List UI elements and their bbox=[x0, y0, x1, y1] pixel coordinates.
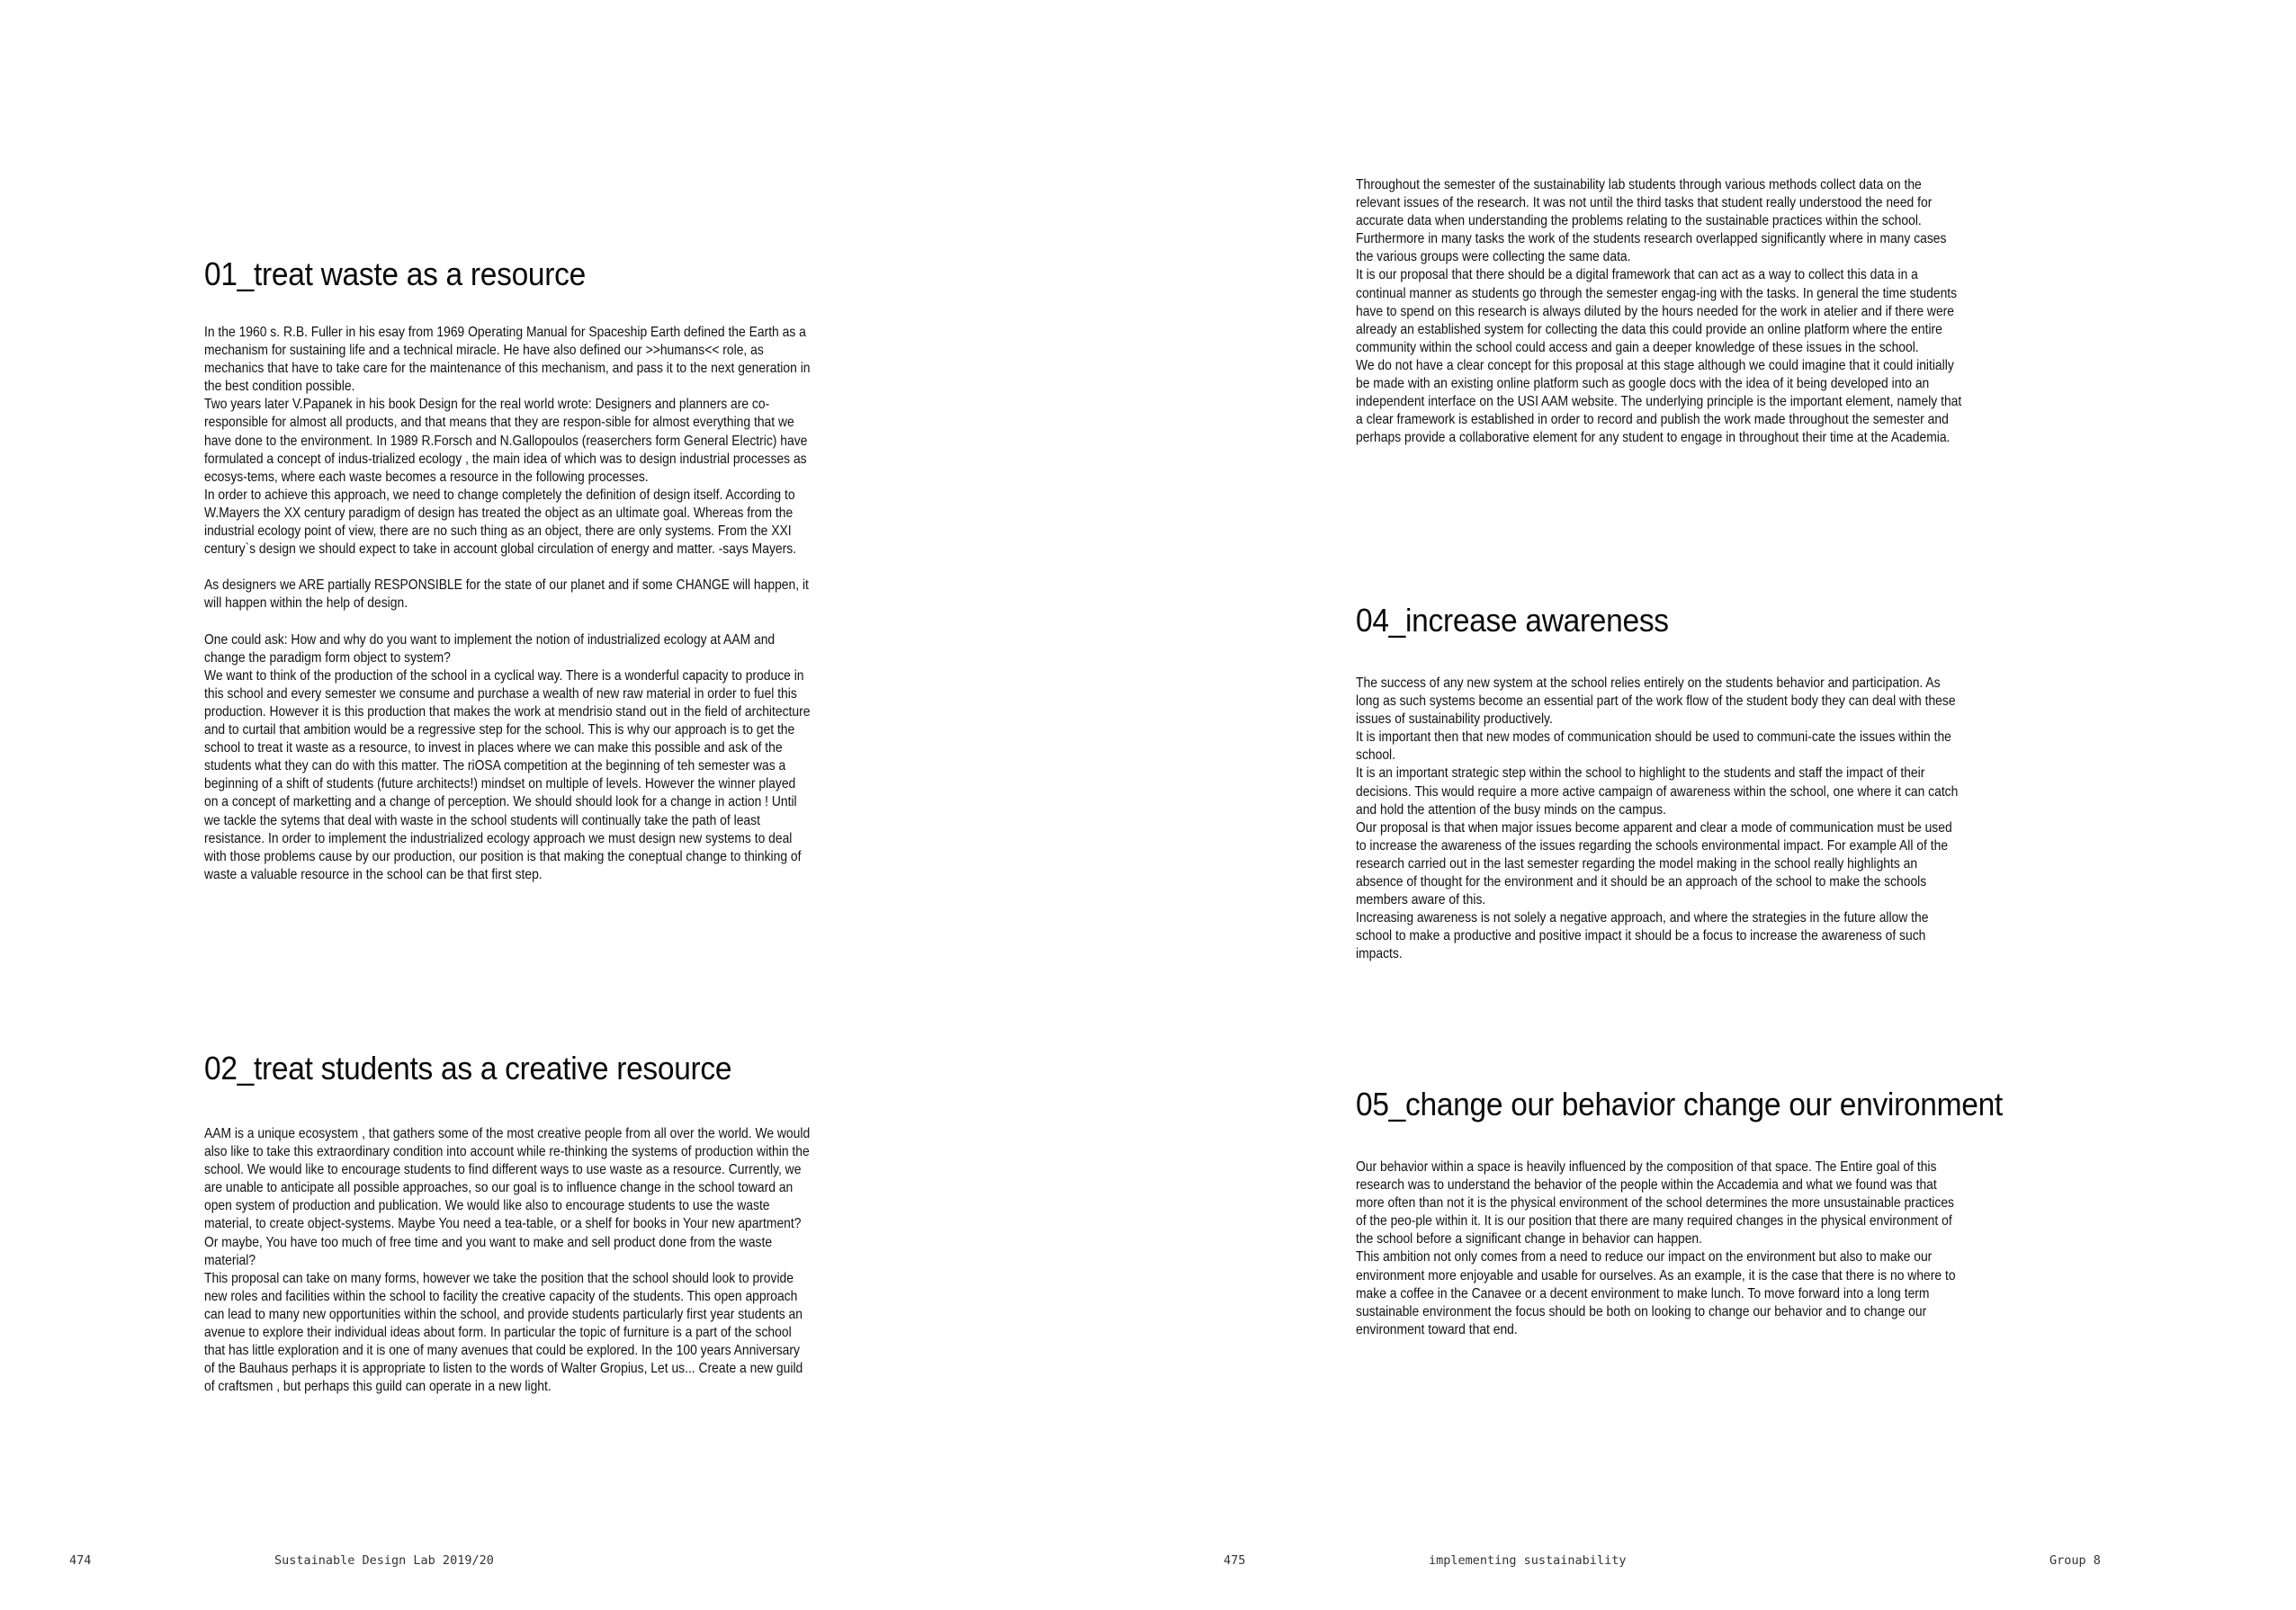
right-page bbox=[1148, 0, 2296, 1610]
page-number: 475 bbox=[1224, 1553, 1246, 1568]
paragraph: In order to achieve this approach, we need to change completely the definition of design itself. According to W.Mayers the XX century paradigm of design has treated the object as an ultimate goal. Whereas from the industrial ecology point of view, there are no such thing as an object, there are only systems. From the XXI century`s design we should expect to take in account global circulation of energy and matter. -says Mayers. bbox=[204, 487, 797, 558]
running-title: implementing sustainability bbox=[1429, 1553, 1627, 1568]
paragraph: As designers we ARE partially RESPONSIBLE for the state of our planet and if some CHANGE will happen, it will happen within the help of design. bbox=[204, 577, 809, 612]
paragraph: One could ask: How and why do you want to implement the notion of industrialized ecology at AAM and change the paradigm form object to system? bbox=[204, 631, 776, 666]
running-title: Sustainable Design Lab 2019/20 bbox=[274, 1553, 494, 1568]
section-body-02 bbox=[204, 1125, 812, 1396]
paragraph: Two years later V.Papanek in his book Design for the real world wrote: Designers and planners are co-responsible for almost all products, and that means that they are respon-sible for almost everything that we have done to the environment. In 1989 R.Forsch and N.Gallopoulos (reaserchers form General Electric) have formulated a concept of indus-trialized ecology , the main idea of which was to design industrial processes as ecosys-tems, where each waste becomes a resource in the following processes. bbox=[204, 397, 808, 485]
paragraph: This proposal can take on many forms, however we take the position that the school should look to provide new roles and facilities within the school to facility the creative capacity of the students. This open approach can lead to many new opportunities within the school, and provide students particularly first year students an avenue to explore their individual ideas about form. In particular the topic of furniture is a part of the school that has little exploration and it is one of many avenues that could be explored. In the 100 years Anniversary of the Bauhaus perhaps it is appropriate to listen to the words of Walter Gropius, Let us... Create a new guild of craftsmen , but perhaps this guild can operate in a new light. bbox=[204, 1270, 803, 1395]
paragraph: It is an important strategic step within the school to highlight to the students and staff the impact of their decisions. This would require a more active campaign of awareness within the school, one where it can catch and hold the attention of the busy minds on the campus. bbox=[1356, 765, 1959, 818]
section-body-01 bbox=[204, 324, 812, 884]
paragraph: In the 1960 s. R.B. Fuller in his esay from 1969 Operating Manual for Spaceship Earth defined the Earth as a mechanism for sustaining life and a technical miracle. He have also defined our >>humans<< role, as mechanics that have to take care for the maintenance of this mechanism, and pass it to the next generation in the best condition possible. bbox=[204, 325, 811, 395]
paragraph: It is our proposal that there should be a digital framework that can act as a way to collect this data in a continual manner as students go through the semester engag-ing with the tasks. In general the time students have to spend on this research is always diluted by the hours needed for the work in atelier and if there were already an established system for collecting the data this could provide an online platform where the entire community within the school could access and gain a deeper knowledge of these issues in the school. bbox=[1356, 267, 1958, 355]
paragraph: We do not have a clear concept for this proposal at this stage although we could imagine that it could initially be made with an existing online platform such as google docs with the idea of it being developed into an independent interface on the USI AAM website. The underlying principle is the important element, namely that a clear framework is established in order to record and publish the work made throughout the semester and perhaps provide a collaborative element for any student to engage in throughout their time at the Academia. bbox=[1356, 357, 1962, 446]
paragraph: Our behavior within a space is heavily influenced by the composition of that space. The Entire goal of this research was to understand the behavior of the people within the Accademia and what we found was that more often than not it is the physical environment of the school determines the more unsustainable practices of the peo-ple within it. It is our position that there are many required changes in the physical environment of the school before a significant change in behavior can happen. bbox=[1356, 1159, 1954, 1248]
paragraph: We want to think of the production of the school in a cyclical way. There is a wonderful capacity to produce in this school and every semester we consume and purchase a wealth of new raw material in order to fuel this production. However it is this production that makes the work at mendrisio stand out in the field of architecture and to curtail that ambition would be a regressive step for the school. This is why our approach is to get the school to treat it waste as a resource, to invest in places where we can make this possible and ask of the students what they can do with this matter. The riOSA competition at the beginning of teh semester was a beginning of a shift of students (future architects!) mindset on multiple of levels. However the winner played on a concept of marketting and a change of perception. We should should look for a change in action ! Until we tackle the sytems that deal with waste in the school students will continually take the path of least resistance. In order to implement the industrialized ecology approach we must design new systems to deal with those problems cause by our production, our position is that making the coneptual change to thinking of waste a valuable resource in the school can be that first step. bbox=[204, 667, 811, 882]
page-number: 474 bbox=[69, 1553, 92, 1568]
section-heading-01: 01_treat waste as a resource bbox=[204, 255, 586, 292]
paragraph: This ambition not only comes from a need to reduce our impact on the environment but also to make our environment more enjoyable and usable for ourselves. As an example, it is the case that there is no where to make a coffee in the Canavee or a decent environment to make lunch. To move forward into a long term sustainable environment the focus should be both on looking to change our behavior and to change our environment toward that end. bbox=[1356, 1249, 1956, 1337]
section-body-04 bbox=[1356, 675, 1964, 964]
paragraph: Our proposal is that when major issues become apparent and clear a mode of communication must be used to increase the awareness of the issues regarding the schools environmental impact. For example All of the research carried out in the last semester regarding the model making in the school really highlights an absence of thought for the environment and it should be an approach of the school to make the schools members aware of this. bbox=[1356, 819, 1952, 908]
section-heading-02: 02_treat students as a creative resource bbox=[204, 1050, 732, 1087]
group-label: Group 8 bbox=[2049, 1553, 2101, 1568]
paragraph: The success of any new system at the school relies entirely on the students behavior and participation. As long as such systems become an essential part of the work flow of the student body they can deal with these issues of sustainability productively. bbox=[1356, 675, 1956, 728]
intro-body bbox=[1356, 176, 1964, 447]
paragraph: Increasing awareness is not solely a negative approach, and where the strategies in the future allow the school to make a productive and positive impact it should be a focus to increase the awareness of such impacts. bbox=[1356, 910, 1929, 962]
paragraph: AAM is a unique ecosystem , that gathers some of the most creative people from all over the world. We would also like to take this extraordinary condition into account while re-thinking the systems of production within the school. We would like to encourage students to find different ways to use waste as a resource. Currently, we are unable to anticipate all possible approaches, so our goal is to influence change in the school toward an open system of production and publication. We would like also to encourage students to use the waste material, to create object-systems. Maybe You need a tea-table, or a shelf for books in Your new apartment? Or maybe, You have too much of free time and you want to make and sell product done from the waste material? bbox=[204, 1126, 811, 1268]
paragraph: Throughout the semester of the sustainability lab students through various methods collect data on the relevant issues of the research. It was not until the third tasks that student really understood the need for accurate data when understanding the problems relating to the sustainable practices within the school. Furthermore in many tasks the work of the students research overlapped significantly where in many cases the various groups were collecting the same data. bbox=[1356, 177, 1947, 265]
paragraph: It is important then that new modes of communication should be used to communi-cate the issues within the school. bbox=[1356, 729, 1951, 764]
section-heading-04: 04_increase awareness bbox=[1356, 602, 1669, 639]
section-body-05 bbox=[1356, 1158, 1964, 1339]
section-heading-05: 05_change our behavior change our environment bbox=[1356, 1086, 2003, 1123]
